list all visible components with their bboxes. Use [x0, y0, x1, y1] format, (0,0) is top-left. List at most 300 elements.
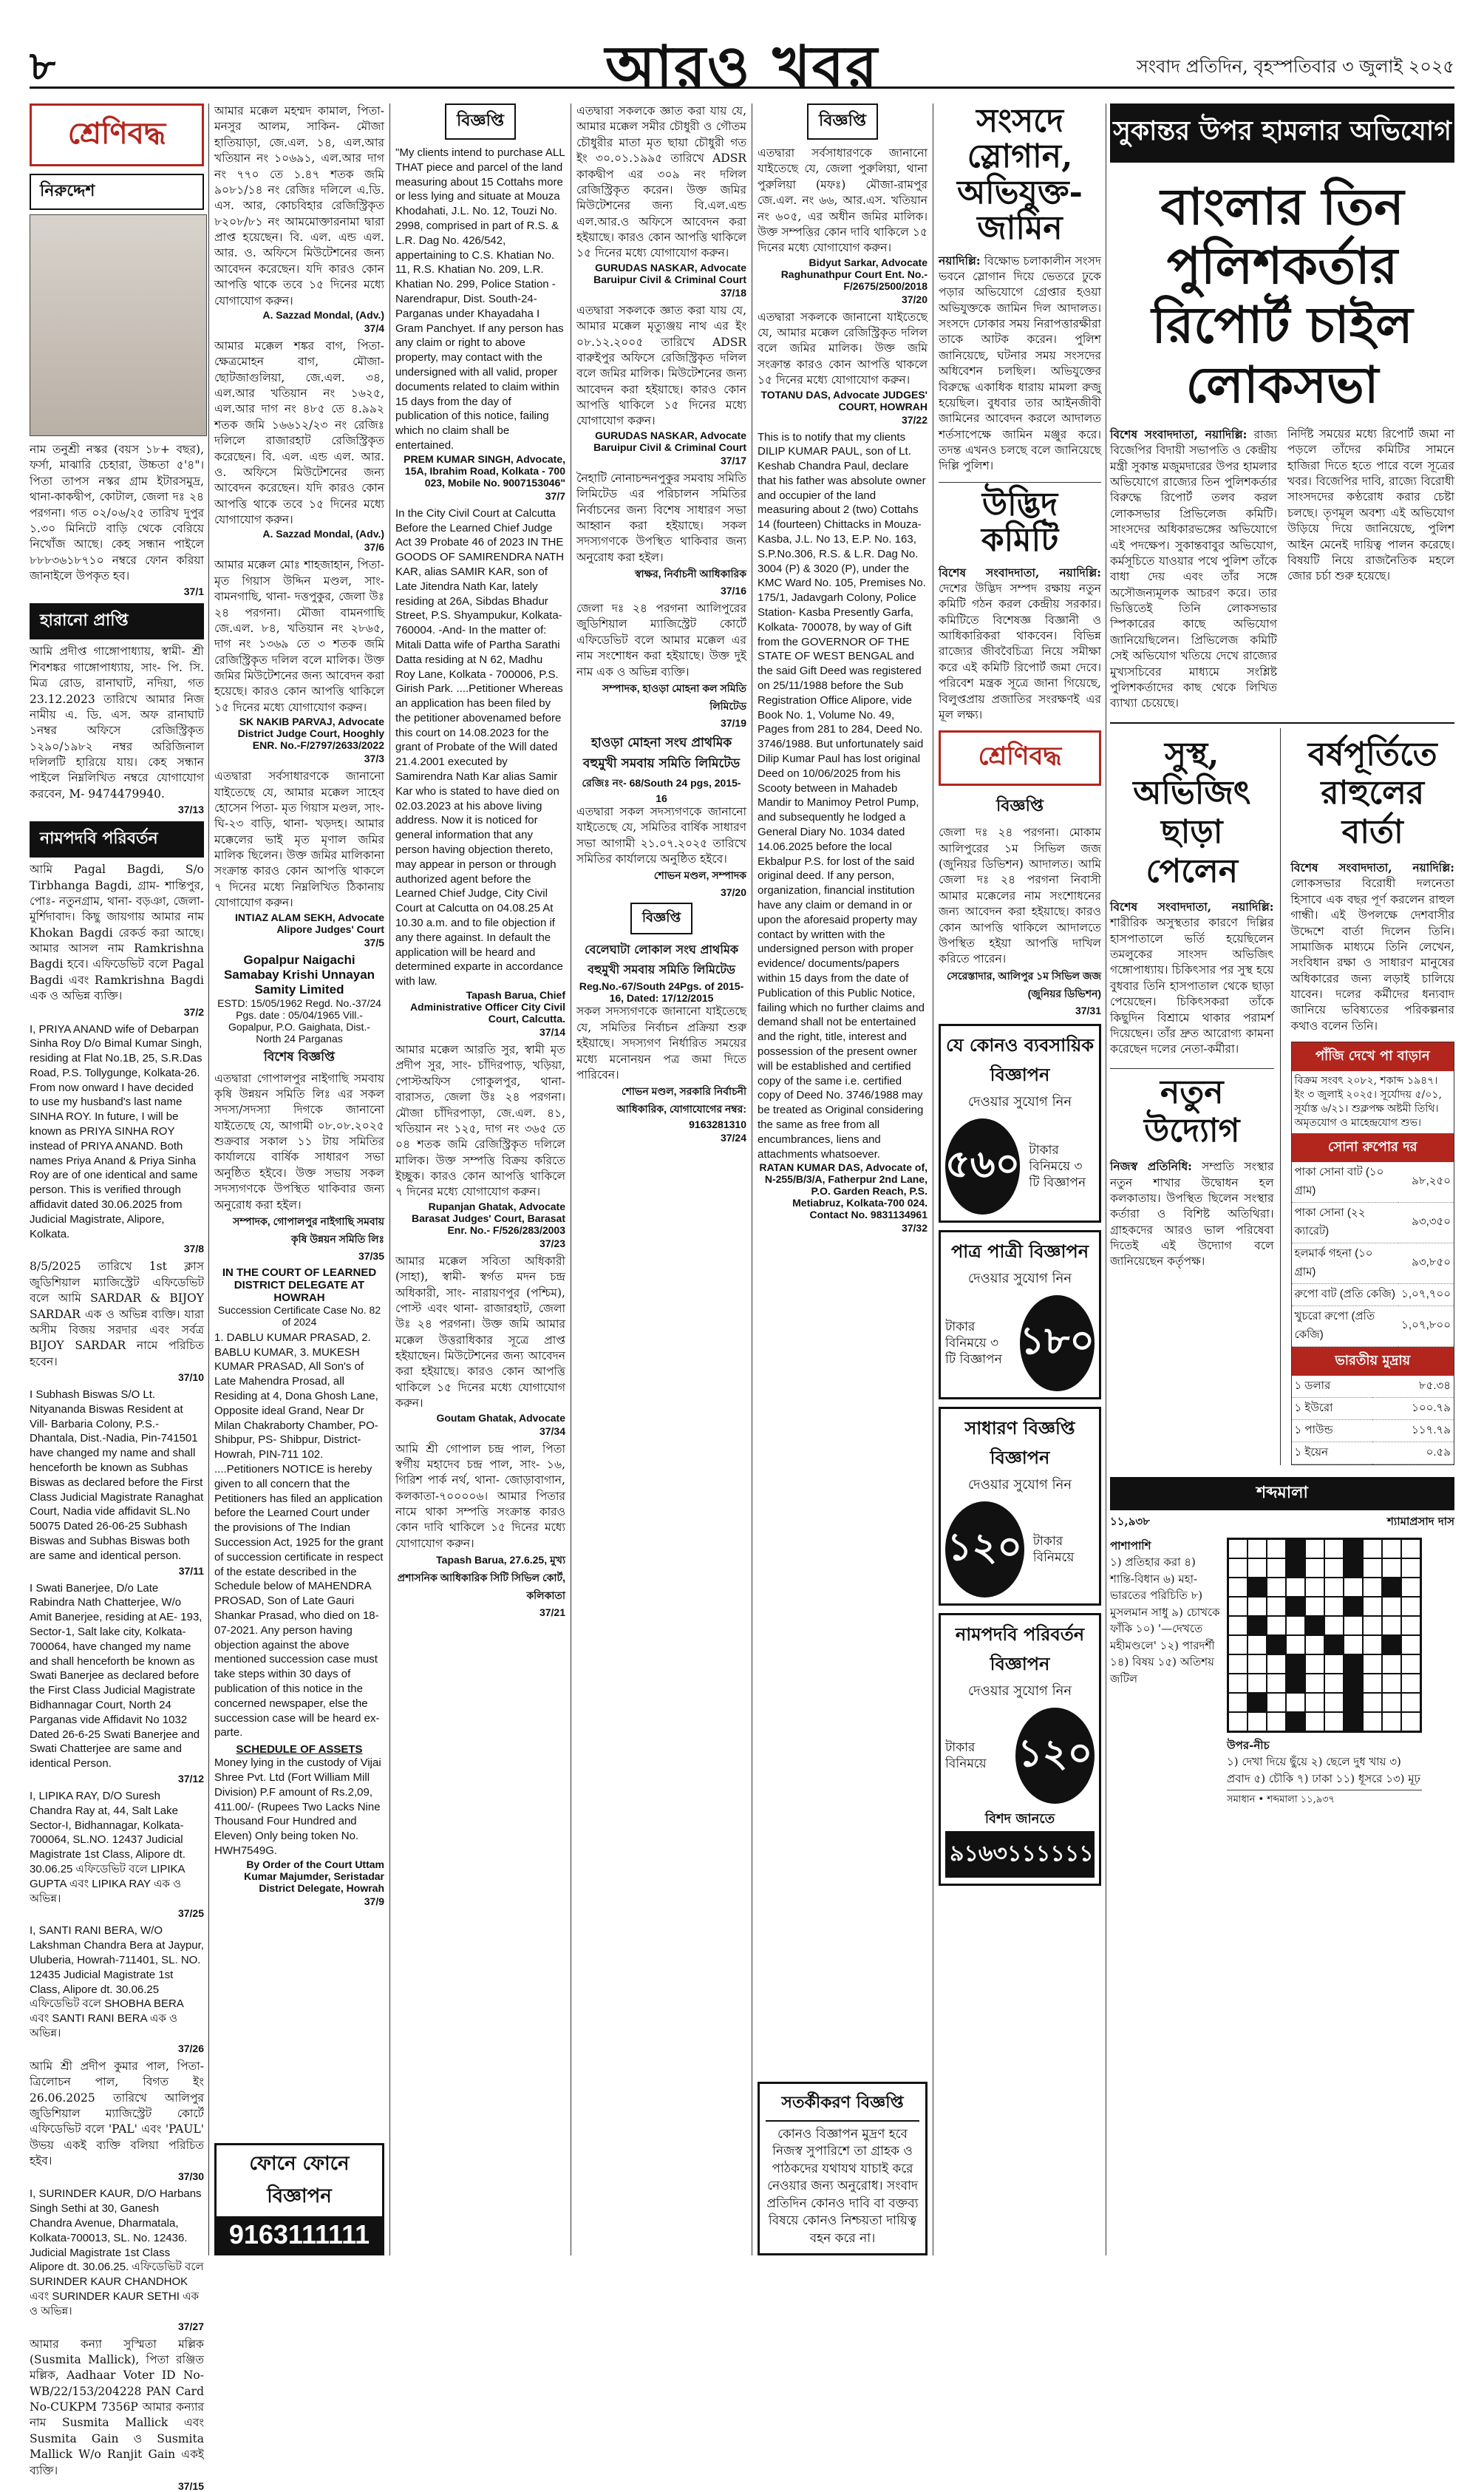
notice-text: আমার মক্কেল মহম্মদ কামাল, পিতা- মনসুর আলম, সাকিন- মৌজা হাতিয়াড়া, জে.এল. ১৪, এল.আর খতিয়ান নং ১০৬৯১, এল.আর দাগ নং ৭৭০ তে ১.৪৭ শতক জমি ৯০৮১/১৪ নং রেজিঃ দলিলে এ.ডি. এস. আর, কোচবিহার রেজিস্ট্রিকৃত ৮২০৮/৮১ নং আমমোক্তারনামা দ্বারা প্রাপ্ত হয়েছেন। বি. এল. এন্ড এল. আর. ও. অফিসে মিউটেশনের জন্য আবেদন করেছেন। যদি কারও কোন আপত্তি থাকে তবে ১৫ দিনের মধ্যে যোগাযোগ করুন।	[214, 104, 384, 308]
crossword-cell[interactable]	[1228, 1597, 1248, 1616]
ad-price: ৫৬০	[945, 1118, 1020, 1215]
crossword-cell	[1344, 1712, 1363, 1731]
crossword-cell[interactable]	[1324, 1539, 1344, 1558]
notice-ref: 37/31	[1075, 1004, 1101, 1016]
story-headline: উদ্ভিদ কমিটি	[939, 482, 1101, 559]
notice-ref: 37/9	[364, 1895, 384, 1907]
notice-ref: 37/13	[177, 804, 204, 816]
rate-value: ১১৭.৭৯	[1372, 1419, 1454, 1442]
notice-text: আমি শ্রী প্রদীপ কুমার পাল, পিতা- ত্রিলোচন পাল, বিগত ইং 26.06.2025 তারিখে আলিপুর জুডিশিয়াল ম্যাজিস্ট্রেট কোর্টে এফিডেভিট বলে 'PAL' এবং 'PAUL' উভয় একই ব্যক্তি বলিয়া পরিচিত হইব।	[30, 2059, 204, 2167]
crossword-cell[interactable]	[1401, 1578, 1420, 1597]
panji-text: বিক্রম সংবৎ ২০৮২, শকাব্দ ১৯৪৭। ইং ৩ জুলাই ২০২৫। সূর্যোদয় ৫/০১, সূর্যাস্ত ৬/২১। শুক্লপক্ষ অষ্টমী তিথি। অমৃতযোগ ও মাহেন্দ্রযোগ শুভ।	[1294, 1075, 1442, 1129]
crossword-cell[interactable]	[1248, 1654, 1267, 1674]
story-dateline: বিশেষ সংবাদদাতা, নয়াদিল্লি:	[1290, 860, 1454, 875]
crossword-cell[interactable]	[1382, 1597, 1401, 1616]
rate-label: হলমার্ক গহনা (১০ গ্রাম)	[1292, 1243, 1399, 1283]
crossword-cell[interactable]	[1267, 1674, 1286, 1693]
rate-value: ৯৩,৩৫০	[1398, 1202, 1454, 1243]
namechange-text: আমি Pagal Bagdi, S/o Tirbhanga Bagdi, গ্রাম- শান্তিপুর, পোঃ- নতুনগ্রাম, থানা- বড়ঞা, জেলা- মুর্শিদাবাদ। কিছু জায়গায় আমার নাম Khokan Bagdi রেকর্ড করা আছে। আমার আসল নাম Ramkrishna Bagdi হবে। এফিডেভিট বলে Pagal Bagdi এবং Ramkrishna Bagdi এক ও অভিন্ন ব্যক্তি।	[30, 863, 204, 1003]
crossword-cell[interactable]	[1401, 1635, 1420, 1654]
news-ads-column	[939, 103, 1101, 2255]
schedule-title: SCHEDULE OF ASSETS	[236, 1743, 363, 1756]
notice-ref: 37/10	[177, 1371, 204, 1384]
crossword-cell	[1286, 1539, 1305, 1558]
story-dateline: বিশেষ সংবাদদাতা, নয়াদিল্লি:	[939, 565, 1101, 580]
schedule-text: Money lying in the custody of Vijai Shree Pvt. Ltd (Fort William Mill Division) P.F amount of Rs.2,09, 411.00/- (Rupees Two Lacks Nine Thousand Four Hundred and Eleven) Only being token No. HWH7549G.	[214, 1756, 381, 1857]
crossword-cell[interactable]	[1286, 1616, 1305, 1635]
missing-heading: নিরুদ্দেশ	[30, 174, 204, 210]
crossword-cell[interactable]	[1344, 1616, 1363, 1635]
panji-heading: পাঁজি দেখে পা বাড়ান	[1292, 1042, 1454, 1071]
notice-text: জেলা দঃ ২৪ পরগনা। মোকাম আলিপুরের ১ম সিভিল জজ (জুনিয়র ডিভিশন) আদালত। আমি জেলা দঃ ২৪ পরগনা নিবাসী আমার মক্কেলের নাম সংশোধনের জন্য আবেদন করা হইয়াছে। কারও কোন আপত্তি থাকিলে আদালতে উপস্থিত হইয়া আপত্তি দাখিল করিতে পারেন।	[939, 826, 1101, 966]
crossword-cell[interactable]	[1401, 1616, 1420, 1635]
name-change-heading: নামপদবি পরিবর্তন	[30, 821, 204, 858]
crossword-cell[interactable]	[1324, 1712, 1344, 1731]
ad-phone-label: বিশদ জানতে	[984, 1810, 1055, 1827]
notice-ref: 37/34	[539, 1425, 565, 1437]
notice-signature: শোভন মণ্ডল, সরকারি নির্বাচনী আধিকারিক, যোগাযোগের নম্বর: 9163281310	[616, 1085, 746, 1131]
story-text: শারীরিক অসুস্থতার কারণে দিল্লির হাসপাতালে ভর্তি হয়েছিলেন তমলুকের সাংসদ অভিজিৎ গঙ্গোপাধ্যায়। চিকিৎসার পর সুস্থ হয়ে বুধবার তিনি হাসপাতাল থেকে ছাড়া পেয়েছেন। চিকিৎসকরা তাঁকে কিছুদিন বিশ্রামে থাকার পরামর্শ দিয়েছেন। তাঁর দ্রুত আরোগ্য কামনা করেছেন দলের নেতা-কর্মীরা।	[1110, 916, 1274, 1056]
missing-person-photo	[30, 214, 207, 436]
notice-ref: 37/27	[177, 2320, 204, 2332]
crossword-cell[interactable]	[1248, 1558, 1267, 1578]
ad-sub: দেওয়ার সুযোগ নিন	[967, 1270, 1072, 1286]
crossword-cell[interactable]	[1324, 1693, 1344, 1712]
notice-ref: 37/12	[177, 1773, 204, 1785]
english-notice: "My clients intend to purchase ALL THAT piece and parcel of the land measuring about 15 Cottahs more or less lying and situate at Mouza Khodahati, J.L. No. 12, Touzi No. 2998, comprised in part of R.S. & L.R. Dag No. 426/542, appertaining to C.S. Khatian No. 11, R.S. Khatian No. 209, L.R. Khatian No. 299, Police Station - Narendrapur, Dist. South-24-Parganas under Khayadaha I Gram Panchyet. If any person has any claim or right to above property, may contact with the undersigned with all valid, proper documents related to claim within 15 days from the day of publication of this notice, failing which no claim shall be entertained.	[395, 146, 565, 452]
notices-column-5	[758, 103, 928, 2255]
notice-ref: 37/14	[539, 1026, 565, 1039]
caution-title: সতর্কীকরণ বিজ্ঞপ্তি	[766, 2090, 919, 2122]
notice-text: জেলা দঃ ২৪ পরগনা আলিপুরের জুডিশিয়াল ম্যাজিস্ট্রেট কোর্টে এফিডেভিট বলে আমার মক্কেল এর নাম সংশোধন করা হইয়াছে। উক্ত দুই নাম এক ও অভিন্ন ব্যক্তি।	[576, 602, 746, 679]
phone-ad	[214, 2143, 384, 2255]
notice-signature: INTIAZ ALAM SEKH, Advocate Alipore Judges' Court	[235, 911, 384, 935]
crossword-cell[interactable]	[1305, 1578, 1324, 1597]
crossword-cell[interactable]	[1228, 1558, 1248, 1578]
crossword-cell[interactable]	[1228, 1693, 1248, 1712]
notice-text: এতদ্বারা সকলকে জ্ঞাত করা যায় যে, আমার মক্কেল মৃত্যুঞ্জয় নাথ এর ইং ০৮.১২.২০০৫ তারিখে ADSR বারুইপুর অফিসে রেজিস্ট্রিকৃত দলিল বলে জমির মালিক। মিউটেশনের জন্য আবেদন করা হইয়াছে। কারও কোন আপত্তি থাকিলে ১৫ দিনের মধ্যে যোগাযোগ করুন।	[576, 303, 746, 428]
crossword-cell	[1324, 1635, 1344, 1654]
crossword-cell[interactable]	[1305, 1674, 1324, 1693]
english-notice: I, SANTI RANI BERA, W/O Lakshman Chandra Bera at Jaypur, Uluberia, Howrah-711401, SL. NO. 12435 Judicial Magistrate 1st Class, Alipore dt. 30.06.25 এফিডেভিট বলে SHOBHA BERA এবং SANTI RANI BERA এক ও অভিন্ন।	[30, 1924, 204, 2040]
ad-price: ১২০	[1015, 1708, 1095, 1804]
notice-text: এতদ্বারা সর্বসাধারণকে জানানো যাইতেছে যে, আমার মক্কেল সাহেব হোসেন পিতা- মৃত গিয়াস মণ্ডল, সাং- ঘি-২৩ বাড়ি, থানা- খড়দহ। আমার মক্কেলের ভাই মৃত মৃণাল জমির মালিক ছিলেন। উক্ত জমির মালিকানা সংক্রান্ত কারও কোন আপত্তি থাকলে ৭ দিনের মধ্যে নিম্নলিখিত ঠিকানায় যোগাযোগ করুন।	[214, 770, 384, 910]
notice-ref: 37/2	[183, 1005, 204, 1018]
crossword-cell[interactable]	[1267, 1693, 1286, 1712]
notice-signature: সম্পাদক, হাওড়া মোহনা কল সমিতি লিমিটেড	[602, 682, 746, 712]
notice-text: আমার মক্কেল সবিতা অধিকারী (সাহা), স্বামী- স্বর্গত মদন চন্দ্র অধিকারী, সাং- নারায়ণপুর (পশ্চিম), পোস্ট এবং থানা- রাজারহাট, জেলা উঃ ২৪ পরগনা। উক্ত জমি আমার মক্কেল উত্তরাধিকার সূত্রে প্রাপ্ত হইয়াছেন। মিউটেশনের জন্য আবেদন করা হইয়াছে। কারও কোন আপত্তি থাকিলে ১৫ দিনের মধ্যে যোগাযোগ করুন।	[395, 1254, 565, 1410]
crossword-cell[interactable]	[1305, 1558, 1324, 1578]
crossword-cell[interactable]	[1363, 1674, 1382, 1693]
rate-label: ১ ডলার	[1292, 1376, 1372, 1398]
rate-label: ১ ইয়েন	[1292, 1442, 1372, 1464]
ad-note: টাকার বিনিময়ে ৩ টি বিজ্ঞাপন	[945, 1319, 1002, 1367]
rate-row	[1292, 1243, 1454, 1283]
story-dateline: বিশেষ সংবাদদাতা, নয়াদিল্লি:	[1110, 427, 1248, 441]
crossword-cell[interactable]	[1382, 1712, 1401, 1731]
notice-text: আমি শ্রী গোপাল চন্দ্র পাল, পিতা স্বর্গীয় মহাদেব চন্দ্র পাল, সাং- ১৬, গিরিশ পার্ক নর্থ, থানা- জোড়াবাগান, কলকাতা-৭০০০০৬। আমার পিতার নামে থাকা সম্পত্তি সংক্রান্ত কারও কোন দাবি থাকিলে ১৫ দিনের মধ্যে যোগাযোগ করুন।	[395, 1442, 565, 1550]
notice-ref: 37/3	[364, 753, 384, 765]
crossword-cell[interactable]	[1363, 1539, 1382, 1558]
classified-column	[30, 103, 204, 2492]
court-text: 1. DABLU KUMAR PRASAD, 2. BABLU KUMAR, 3. MUKESH KUMAR PRASAD, All Son's of Late Mahendra Prosad, all Residing at 4, Dona Ghosh Lane, Opposite ideal Grand, Near Dr Milan Chakraborty Chamber, PO- Shibpur, PS- Shibpur, District-Howrah, PIN-711 102. ....Petitioners NOTICE is hereby given to all concern that the Petitioners has filed an application before the Learned Court under the provisions of The Indian Succession Act, 1925 for the grant of succession certificate in respect of the estate described in the Schedule below of MAHENDRA PROSAD, Son of Late Gauri Shankar Prasad, who died on 18-07-2021. Any person having objection against the above mentioned succession case must take steps within 30 days of publication of this notice in the concerned newspaper, else the succession case will be heard ex-parte.	[214, 1331, 384, 1739]
column-rule	[208, 103, 209, 2255]
rate-value: ১,০৭,৮০০	[1398, 1306, 1454, 1346]
story-dateline: বিশেষ সংবাদদাতা, নয়াদিল্লি:	[1110, 899, 1274, 914]
secondary-stories	[1110, 722, 1454, 1465]
masthead	[30, 22, 1454, 101]
crossword-cell	[1344, 1654, 1363, 1674]
rate-value: ৮৫.৩৪	[1372, 1376, 1454, 1398]
english-notice: I, LIPIKA RAY, D/O Suresh Chandra Ray at, 44, Salt Lake Sector-I, Bidhannagar, Kolkata-700064, SL.NO. 12437 Judicial Magistrate 1st Class, Alipore dt. 30.06.25 এফিডেভিট বলে LIPIKA GUPTA এবং LIPIKA RAY এক ও অভিন্ন।	[30, 1790, 186, 1905]
previous-solution: সমাধান • শব্দমালা ১১,৯৩৭	[1227, 1790, 1422, 1807]
missing-text: নাম তনুশ্রী নস্কর (বয়স ১৮+ বছর), ফর্সা, মাঝারি চেহারা, উচ্চতা ৫'৪"। পিতা তাপস নস্কর গ্রাম ইটারসমুদ্র, থানা-কাকদ্বীপ, কোটাল, জেলা দঃ ২৪ পরগনা। গত ০২/০৬/২৫ তারিখ দুপুর ১.৩০ মিনিটে বাড়ি থেকে বেরিয়ে নিখোঁজ আছে। কেহ সন্ধান পাইলে ৮৮৮৩৬১৮৭১০ নম্বরে ফোন করিয়া জানাইলে উপকৃত হব।	[30, 443, 204, 583]
crossword-cell[interactable]	[1267, 1712, 1286, 1731]
rate-value: ৯৮,২৫০	[1398, 1162, 1454, 1203]
crossword-cell	[1344, 1597, 1363, 1616]
lead-headline: বাংলার তিন পুলিশকর্তার রিপোর্ট চাইল লোকসভা	[1151, 177, 1413, 415]
crossword-cell[interactable]	[1267, 1539, 1286, 1558]
notice-ref: 37/22	[901, 413, 928, 426]
crossword-cell[interactable]	[1267, 1654, 1286, 1674]
crossword-cell[interactable]	[1344, 1635, 1363, 1654]
ad-note: টাকার বিনিময়ে	[1032, 1533, 1075, 1565]
crossword-cell[interactable]	[1305, 1597, 1324, 1616]
society-sub: ESTD: 15/05/1962 Regd. No.-37/24 Pgs. date : 05/04/1965 Vill.-Gopalpur, P.O. Gaighata, Dist.- North 24 Parganas	[217, 997, 381, 1045]
crossword-cell[interactable]	[1228, 1616, 1248, 1635]
crossword-heading: শব্দমালা	[1110, 1477, 1454, 1510]
court-title: IN THE COURT OF LEARNED DISTRICT DELEGATE AT HOWRAH	[222, 1266, 377, 1304]
lead-banner: সুকান্তর উপর হামলার অভিযোগ	[1110, 103, 1454, 163]
notice-ref: 37/26	[177, 2042, 204, 2054]
section-title: আরও খবর	[605, 33, 879, 101]
notice-signature: Rupanjan Ghatak, Advocate Barasat Judges' Court, Barasat Enr. No.- F/526/283/2003	[412, 1200, 565, 1236]
crossword-cell[interactable]	[1324, 1654, 1344, 1674]
crossword-cell	[1382, 1635, 1401, 1654]
crossword-cell	[1344, 1674, 1363, 1693]
crossword-cell[interactable]	[1305, 1635, 1324, 1654]
rate-row	[1292, 1306, 1454, 1346]
notice-text: 8/5/2025 তারিখে 1st ক্লাস জুডিশিয়াল ম্যাজিস্ট্রেট এফিডেভিট বলে আমি SARDAR & BIJOY SARDAR এক ও অভিন্ন ব্যক্তি। যারা অসীম বিজয় সরদার এবং সর্বত্র BIJOY SARDAR নামে পরিচিত হবেন।	[30, 1260, 204, 1368]
notice-header: বিজ্ঞপ্তি	[807, 103, 878, 140]
crossword-cell	[1248, 1616, 1267, 1635]
rate-row	[1292, 1283, 1454, 1306]
rate-label: ১ ইউরো	[1292, 1397, 1372, 1419]
crossword-cell[interactable]	[1324, 1578, 1344, 1597]
crossword-cell[interactable]	[1363, 1693, 1382, 1712]
crossword-cell[interactable]	[1286, 1635, 1305, 1654]
general-notice-ad-box	[939, 1407, 1101, 1606]
crossword-cell	[1286, 1712, 1305, 1731]
story-headline: সংসদে স্লোগান, অভিযুক্ত-জামিন	[957, 102, 1083, 248]
caution-box	[758, 2082, 928, 2255]
crossword-cell[interactable]	[1401, 1597, 1420, 1616]
rate-value: ৯৩,৮৫০	[1398, 1243, 1454, 1283]
crossword-cell[interactable]	[1305, 1712, 1324, 1731]
right-news-section	[1110, 103, 1454, 1807]
story-dateline: নিজস্ব প্রতিনিধি:	[1110, 1159, 1192, 1174]
story-text: বিক্ষোভ চলাকালীন সংসদ ভবনে স্লোগান দিয়ে ভেতরে ঢুকে পড়ার অভিযোগে গ্রেপ্তার হওয়া অভিযুক্তকে জামিন দিল আদালত। সংসদে ঢোকার সময় নিরাপত্তারক্ষীরা তাকে আটক করেন। পুলিশ জানিয়েছে, ঘটনার সময় সংসদের অধিবেশন চলছিল। অভিযুক্তের বিরুদ্ধে একাধিক ধারায় মামলা রুজু হয়েছিল। বুধবার তার আইনজীবী জামিনের আবেদন করলে আদালত শর্তসাপেক্ষে জামিন মঞ্জুর করে। তদন্ত এখনও চলছে বলে জানিয়েছে দিল্লি পুলিশ।	[939, 254, 1101, 473]
crossword-cell[interactable]	[1248, 1635, 1267, 1654]
notice-ref: 37/24	[720, 1132, 746, 1144]
classified-heading: শ্রেণিবদ্ধ	[30, 103, 204, 166]
across-title: পাশাপাশি	[1110, 1538, 1151, 1552]
currency-heading: ভারতীয় মুদ্রায়	[1292, 1347, 1454, 1376]
story-headline: নতুন উদ্যোগ	[1110, 1068, 1274, 1152]
rate-label: পাকা সোনা (২২ ক্যারেট)	[1292, 1202, 1399, 1243]
crossword-cell[interactable]	[1248, 1712, 1267, 1731]
notices-column-2	[214, 103, 384, 2255]
notice-signature: GURUDAS NASKAR, Advocate Baruipur Civil & Criminal Court	[593, 429, 746, 453]
crossword-cell[interactable]	[1363, 1712, 1382, 1731]
ad-sub: দেওয়ার সুযোগ নিন	[967, 1476, 1072, 1493]
crossword-cell[interactable]	[1363, 1597, 1382, 1616]
crossword-cell[interactable]	[1363, 1616, 1382, 1635]
ad-price: ১৮০	[1020, 1295, 1095, 1391]
ad-note: টাকার বিনিময়ে	[945, 1739, 987, 1771]
crossword-cell[interactable]	[1228, 1654, 1248, 1674]
currency-rate-table	[1292, 1376, 1454, 1464]
notice-signature: Bidyut Sarkar, Advocate Raghunathpur Court Ent. No.- F/2675/2500/2018	[780, 256, 928, 292]
notice-text: নৈহাটি নোনাচন্দনপুকুর সমবায় সমিতি লিমিটেড এর পরিচালন সমিতির নির্বাচনের জন্য বিশেষ সাধারণ সভা আহ্বান করা হইয়াছে। সকল সদস্যগণকে উপস্থিত থাকিবার জন্য অনুরোধ করা হইল।	[576, 471, 746, 564]
notice-text: সকল সদস্যগণকে জানানো যাইতেছে যে, সমিতির নির্বাচন প্রক্রিয়া শুরু হইয়াছে। সদস্যগণ নির্ধারিত সময়ের মধ্যে মনোনয়ন পত্র জমা দিতে পারিবেন।	[576, 1005, 746, 1082]
crossword-cell	[1286, 1597, 1305, 1616]
crossword-cell[interactable]	[1267, 1597, 1286, 1616]
crossword-cell[interactable]	[1401, 1539, 1420, 1558]
crossword-cell[interactable]	[1382, 1674, 1401, 1693]
crossword-cell	[1344, 1558, 1363, 1578]
ad-note: টাকার বিনিময়ে ৩ টি বিজ্ঞাপন	[1029, 1142, 1086, 1190]
notice-signature: RATAN KUMAR DAS, Advocate of, N-255/B/3/A, Fatherpur 2nd Lane, P.O. Garden Reach, P.S. Metiabruz, Kolkata-700 024. Contact No. 9831134961	[759, 1161, 928, 1221]
crossword-cell[interactable]	[1324, 1597, 1344, 1616]
crossword-cell[interactable]	[1382, 1558, 1401, 1578]
phone-ad-title: ফোনে ফোনে বিজ্ঞাপন	[249, 2153, 350, 2207]
notice-text: এতদ্বারা সকলকে জ্ঞাত করা যায় যে, আমার মক্কেল সমীর চৌধুরী ও গৌতম চৌধুরীর মাতা মৃত ছায়া চৌধুরী গত ইং ৩০.০১.১৯৯৫ তারিখে ADSR কাকদ্বীপ এর ৩০৯ নং দলিল রেজিস্ট্রিকৃত করেন। উক্ত জমির মিউটেশনের জন্য বি.এল.এন্ড এল.আর.ও অফিসে আবেদন করা হইয়াছে। কারও কোন আপত্তি থাকিলে ১৫ দিনের মধ্যে যোগাযোগ করুন।	[576, 104, 746, 260]
notice-ref: 37/30	[177, 2170, 204, 2183]
crossword-cell[interactable]	[1382, 1539, 1401, 1558]
notice-ref: 37/5	[364, 936, 384, 948]
crossword-cell	[1286, 1674, 1305, 1693]
crossword-cell[interactable]	[1305, 1539, 1324, 1558]
crossword-cell[interactable]	[1248, 1597, 1267, 1616]
phone-ad-number: 9163111111	[217, 2216, 382, 2253]
crossword-cell[interactable]	[1248, 1674, 1267, 1693]
notice-ref: 37/32	[901, 1222, 928, 1235]
crossword-cell[interactable]	[1305, 1654, 1324, 1674]
notice-signature: সেরেস্তাদার, আলিপুর ১ম সিভিল জজ (জুনিয়র ডিভিশন)	[947, 969, 1101, 999]
ad-title: নামপদবি পরিবর্তন বিজ্ঞাপন	[955, 1623, 1085, 1674]
notice-text: আমার মক্কেল মোঃ শাহজাহান, পিতা- মৃত গিয়াস উদ্দিন মণ্ডল, সাং- বামনগাছি, থানা- দত্তপুকুর, জেলা উঃ ২৪ পরগনা। মৌজা বামনগাছি জে.এল. ৮৪, খতিয়ান নং ২৮৬৫, দাগ নং ১৩৬৯ তে ৩ শতক জমি রেজিস্ট্রিকৃত দলিল বলে মালিক। উক্ত জমির মিউটেশনের জন্য আবেদন করা হয়েছে। কারও কোন আপত্তি থাকিলে ১৫ দিনের মধ্যে যোগাযোগ করুন।	[214, 558, 384, 714]
notice-signature: স্বাক্ষর, নির্বাচনী আধিকারিক	[635, 568, 746, 580]
notice-ref: 37/19	[720, 716, 746, 729]
crossword-cell[interactable]	[1363, 1558, 1382, 1578]
notice-ref: 37/20	[720, 886, 746, 899]
crossword-cell[interactable]	[1401, 1654, 1420, 1674]
notice-text: এতদ্বারা সর্বসাধারণকে জানানো যাইতেছে যে, জেলা পুরুলিয়া, থানা পুরুলিয়া (মফঃ) মৌজা-রামপুর জে.এল. নং ৬৬, আর.এস. খতিয়ান নং ৬০৫, এর অধীন জমির মালিক। উক্ত সম্পত্তির কোন দাবি থাকিলে ১৫ দিনের মধ্যে যোগাযোগ করুন।	[758, 146, 928, 255]
court-sub: Succession Certificate Case No. 82 of 2024	[217, 1303, 381, 1328]
notice-header: বিজ্ঞপ্তি	[996, 796, 1044, 816]
matrimonial-ad-box	[939, 1230, 1101, 1399]
story-dateline: নয়াদিল্লি:	[939, 253, 981, 268]
notice-text: আমার মক্কেল আরতি সুর, স্বামী মৃত প্রদীপ সুর, সাং- চাঁদিরপাড়, খড়িয়া, পোস্টঅফিস গোকুলপুর, থানা- বারাসত, জেলা উঃ ২৪ পরগনা। মৌজা চাঁদিরপাড়া, জে.এল. ৪১, খতিয়ান নং ১২৫, দাগ নং ৩৬৫ তে ০৪ শতক জমি রেজিস্ট্রিকৃত দলিলে মালিক। উক্ত সম্পত্তি বিক্রয় করিতে ইচ্ছুক। কারও কোন আপত্তি থাকিলে ৭ দিনের মধ্যে যোগাযোগ করুন।	[395, 1043, 565, 1199]
ad-sub: দেওয়ার সুযোগ নিন	[967, 1093, 1072, 1110]
rate-label: রুপো বাট (প্রতি কেজি)	[1292, 1283, 1399, 1306]
crossword-cell[interactable]	[1363, 1635, 1382, 1654]
rate-label: পাকা সোনা বাট (১০ গ্রাম)	[1292, 1162, 1399, 1203]
notice-ref: 37/8	[183, 1243, 204, 1255]
rate-value: ১,০৭,৭০০	[1398, 1283, 1454, 1306]
notice-ref: 37/18	[720, 286, 746, 299]
notice-ref: 37/11	[178, 1564, 204, 1577]
crossword-cell	[1267, 1635, 1286, 1654]
crossword-cell[interactable]	[1363, 1654, 1382, 1674]
crossword-author: শ্যামাপ্রসাদ দাস	[1387, 1514, 1454, 1528]
panji-box	[1291, 1042, 1455, 1465]
crossword	[1110, 1538, 1454, 1807]
notice-ref: 37/20	[901, 293, 928, 305]
notice-ref: 37/1	[183, 585, 204, 598]
notice-header: বিজ্ঞপ্তি	[630, 903, 692, 934]
notice-signature: Goutam Ghatak, Advocate	[436, 1411, 565, 1424]
crossword-meta	[1110, 1513, 1454, 1532]
across-clues: ১) প্রতিহার করা ৪) শান্তি-বিধান ৬) মহা-ভারতের পরিচিতি ৮) মুসলমান সাধু ৯) চোখকে ফাঁকি ১০) '—দেখতে মহীমণ্ডলে' ১২) পারদর্শী ১৪) বিষয় ১৫) অতিশয় জটিল	[1110, 1555, 1220, 1685]
crossword-cell[interactable]	[1267, 1616, 1286, 1635]
notice-header: বিজ্ঞপ্তি	[445, 103, 516, 140]
crossword-cell	[1248, 1693, 1267, 1712]
crossword-cell[interactable]	[1248, 1539, 1267, 1558]
society-text: এতদ্বারা গোপালপুর নাইগাছি সমবায় কৃষি উন্নয়ন সমিতি লিঃ এর সকল সদস্য/সদস্যা দিগকে জানানো যাইতেছে যে, আগামী ০৮.০৮.২০২৫ শুক্রবার সকাল ১১ টায় সমিতির কার্যালয়ে বার্ষিক সাধারণ সভা অনুষ্ঠিত হইবে। উক্ত সভায় সকল সদস্যগণকে উপস্থিত থাকিবার জন্য অনুরোধ করা হইল।	[214, 1071, 384, 1212]
crossword-cell	[1344, 1693, 1363, 1712]
rate-row	[1292, 1397, 1454, 1419]
crossword-cell[interactable]	[1267, 1578, 1286, 1597]
crossword-cell	[1286, 1654, 1305, 1674]
crossword-cell[interactable]	[1324, 1616, 1344, 1635]
page-number: ৮	[30, 42, 56, 89]
caution-text: কোনও বিজ্ঞাপন মুদ্রণ হবে নিজস্ব সুপারিশে তা গ্রাহক ও পাঠকদের যথাযথ যাচাই করে নেওয়ার জন্য অনুরোধ। সংবাদ প্রতিদিন কোনও দাবি বা বক্তব্য বিষয়ে কোনও নিশ্চয়তা দায়িত্ব বহন করে না।	[766, 2126, 919, 2246]
notice-ref: 37/6	[364, 541, 384, 554]
crossword-cell[interactable]	[1382, 1616, 1401, 1635]
crossword-grid[interactable]	[1227, 1538, 1422, 1733]
notice-ref: 37/21	[539, 1606, 565, 1619]
notice-ref: 37/4	[364, 322, 384, 334]
story-headline: বর্ষপূর্তিতে রাহুলের বার্তা	[1307, 735, 1437, 852]
crossword-cell[interactable]	[1401, 1674, 1420, 1693]
crossword-cell[interactable]	[1228, 1578, 1248, 1597]
notice-reg: Reg.No.-67/South 24Pgs. of 2015-16, Dated: 17/12/2015	[579, 980, 744, 1005]
column-rule	[389, 103, 390, 2255]
crossword-cell[interactable]	[1382, 1693, 1401, 1712]
lost-text: আমি প্রদীপ্ত গাঙ্গোপাধ্যায়, স্বামী- শ্রী শিবশঙ্কর গাঙ্গোপাধ্যায়, সাং- পি. সি. মিত্র রোড, রানাঘাট, নদিয়া, গত 23.12.2023 তারিখে আমার নিজ নামীয় এ. ডি. এস. অফ রানাঘাট ১নম্বর অফিসে রেজিস্ট্রিকৃত ১২৯০/১৯৮২ নম্বর অরিজিনাল দলিলটি হারিয়ে যায়। কেহ সন্ধান পাইলে নিম্নলিখিত নম্বরে যোগাযোগ করবেন, M- 9474479940.	[30, 645, 204, 801]
society-signature: শোভন মণ্ডল, সম্পাদক	[653, 869, 746, 882]
notice-signature: PREM KUMAR SINGH, Advocate, 15A, Ibrahim Road, Kolkata - 700 023, Mobile No. 9007153046"	[404, 452, 565, 489]
notice-subtitle: বেলেঘাটা লোকাল সংঘ প্রাথমিক বহুমুখী সমবায় সমিতি লিমিটেড	[584, 943, 739, 977]
crossword-cell[interactable]	[1305, 1693, 1324, 1712]
story-text: দেশের উদ্ভিদ সম্পদ রক্ষায় নতুন কমিটি গঠন করল কেন্দ্রীয় সরকার। কমিটিতে বিশেষজ্ঞ বিজ্ঞানী ও আধিকারিকরা থাকবেন। বিভিন্ন রাজ্যের জীববৈচিত্র্য নিয়ে সমীক্ষা করে এই কমিটি রিপোর্ট জমা দেবে। পরিবেশ মন্ত্রক সূত্রে জানা গিয়েছে, বিলুপ্তপ্রায় প্রজাতির সংরক্ষণই এর মূল লক্ষ্য।	[939, 581, 1101, 722]
english-notice: I, PRIYA ANAND wife of Debarpan Sinha Roy D/o Bimal Kumar Singh, residing at Flat No.1B, 25, S.R.Das Road, P.S. Tollygunge, Kolkata-26. From now onward I have decided to use my husband's last name SINHA ROY. In future, I will be known as PRIYA SINHA ROY instead of PRIYA ANAND. Both names Priya Anand & Priya Sinha Roy are of one identical and same person. This is verified through affidavit dated 30.06.2025 from Judicial Magistrate, Alipore, Kolkata.	[30, 1022, 202, 1240]
crossword-cell[interactable]	[1324, 1558, 1344, 1578]
crossword-cell[interactable]	[1228, 1674, 1248, 1693]
story-text: সম্প্রতি সংস্থার নতুন শাখার উদ্বোধন হল কলকাতায়। উপস্থিত ছিলেন সংস্থার কর্তারা ও বিশিষ্ট অতিথিরা। গ্রাহকদের আরও ভাল পরিষেবা দিতেই এই উদ্যোগ বলে জানিয়েছেন কর্তৃপক্ষ।	[1110, 1160, 1274, 1269]
notice-text: আমার কন্যা সুস্মিতা মল্লিক (Susmita Mallick), পিতা রঞ্জিত মল্লিক, Aadhaar Voter ID No-WB/22/153/204228 PAN Card No-CUKPM 7356P আমার কন্যার নাম Susmita Mallick এবং Susmita Gain ও Susmita Mallick W/o Ranjit Gain একই ব্যক্তি।	[30, 2337, 204, 2477]
ad-title: যে কোনও ব্যবসায়িক বিজ্ঞাপন	[945, 1033, 1095, 1085]
crossword-cell[interactable]	[1267, 1558, 1286, 1578]
name-change-ad-box	[939, 1613, 1101, 1886]
notices-column-4	[576, 103, 746, 2255]
english-notice: In the City Civil Court at Calcutta Before the Learned Chief Judge Act 39 Probate 46 of 2023 IN THE GOODS OF SAMIRENDRA NATH KAR, alias SAMIR KAR, son of Late Jitendra Nath Kar, lately residing at 26A, Sibdas Bhadur Street, P.S. Shyampukur, Kolkata-760004. -And- In the matter of: Mitali Datta wife of Partha Sarathi Datta residing at N 62, Madhu Roy Lane, Kolkata - 700006, P.S. Girish Park. ....Petitioner Whereas an application has been filed by the petitioner abovenamed before this court on 14.08.2023 for the grant of Probate of the Will dated 21.4.2001 executed by Samirendra Nath Kar alias Samir Kar who is stated to have died on 02.03.2023 at his above living address. Now it is noticed for general information that any person having objection thereto, may appear in person or through authorized agent before the Learned Chief Judge, City Civil Court at Calcutta on 04.08.25 At 10.30 a.m. and to file objection if any there against. In default the application will be heard and determined exparte in accordance with law.	[395, 506, 565, 988]
gold-heading: সোনা রুপোর দর	[1292, 1133, 1454, 1162]
crossword-cell	[1248, 1578, 1267, 1597]
ad-phone: ৯১৬৩১১১১১১	[945, 1831, 1095, 1878]
rate-value: ১০০.৭৯	[1372, 1397, 1454, 1419]
lead-story-body	[1110, 427, 1454, 712]
notice-signature: Tapash Barua, 27.6.25, মুখ্য প্রশাসনিক আধিকারিক সিটি সিভিল কোর্ট, কলিকাতা	[397, 1554, 565, 1602]
society-text: এতদ্বারা সকল সদস্যগণকে জানানো যাইতেছে যে, সমিতির বার্ষিক সাধারণ সভা আগামী ২১.০৭.২০২৫ তারিখে সমিতির কার্যালয়ে অনুষ্ঠিত হইবে।	[576, 804, 746, 866]
crossword-cell[interactable]	[1401, 1693, 1420, 1712]
rate-row	[1292, 1419, 1454, 1442]
notice-signature: A. Sazzad Mondal, (Adv.)	[262, 528, 384, 540]
down-clues: ১) দেখা দিয়ে ছুঁয়ে ২) ছেলে দুধ খায় ৩) প্রবাদ ৫) চৌকি ৭) ঢাকা ১১) ধূসরে ১৩) মূঢ়	[1227, 1755, 1420, 1785]
notice-signature: SK NAKIB PARVAJ, Advocate District Judge Court, Hooghly ENR. No.-F/2797/2633/2022	[237, 716, 384, 752]
notice-ref: 37/23	[539, 1237, 565, 1249]
society-title: হাওড়া মোহনা সংঘ প্রাথমিক বহুমুখী সমবায় সমিতি লিমিটেড	[582, 735, 741, 771]
notice-text: এতদ্বারা সকলকে জানানো যাইতেছে যে, আমার মক্কেল রেজিস্ট্রিকৃত দলিল বলে জমির মালিক। উক্ত জমি সংক্রান্ত কারও কোন আপত্তি থাকলে ১৫ দিনের মধ্যে যোগাযোগ করুন।	[758, 310, 928, 387]
business-ad-box	[939, 1024, 1101, 1223]
english-notice: I, SURINDER KAUR, D/O Harbans Singh Sethi at 30, Ganesh Chandra Avenue, Dharmatala, Kolkata-700013, SL. No. 12436. Judicial Magistrate 1st Class Alipore dt. 30.06.25. এফিডেভিট বলে SURINDER KAUR CHANDHOK এবং SURINDER KAUR SETHI এক ও অভিন্ন।	[30, 2187, 204, 2318]
crossword-cell[interactable]	[1344, 1578, 1363, 1597]
crossword-cell[interactable]	[1228, 1635, 1248, 1654]
crossword-number: ১১,৯৩৮	[1110, 1514, 1150, 1528]
crossword-cell[interactable]	[1401, 1558, 1420, 1578]
story-text: রাজ্য বিজেপির বিদায়ী সভাপতি ও কেন্দ্রীয় মন্ত্রী সুকান্ত মজুমদারের উপর হামলার অভিযোগে রাজ্যের তিন পুলিশকর্তার বিরুদ্ধে রিপোর্ট তলব করল লোকসভার প্রিভিলেজ কমিটি। সাংসদের অধিকারভঙ্গের অভিযোগে এই পদক্ষেপ। সুকান্তবাবুর অভিযোগ, কর্মসূচিতে যাওয়ার পথে পুলিশ তাঁকে বাধা দেয় এবং তাঁর সঙ্গে অসৌজন্যমূলক আচরণ করে। তার ভিত্তিতেই তিনি লোকসভার স্পিকারের কাছে অভিযোগ জানিয়েছিলেন। প্রিভিলেজ কমিটি সেই অভিযোগ খতিয়ে দেখে রাজ্যের মুখ্যসচিবের মাধ্যমে সংশ্লিষ্ট পুলিশকর্তাদের কাছ থেকে লিখিত ব্যাখ্যা চেয়েছে।	[1110, 427, 1277, 710]
english-notice: I Swati Banerjee, D/o Late Rabindra Nath Chatterjee, W/o Amit Banerjee, residing at AE- 193, Sector-1, Salt lake city, Kolkata-700064, have changed my name and shall henceforth be known as Swati Banerjee as declared before the First Class Judicial Magistrate Bidhannagar Court, North 24 Parganas vide Affidavit No 1032 Dated 26-6-25 Swati Banerjee and Swati Chatterjee are same and identical Person.	[30, 1581, 202, 1770]
crossword-cell[interactable]	[1401, 1712, 1420, 1731]
ad-title: পাত্র পাত্রী বিজ্ঞাপন	[950, 1240, 1089, 1262]
crossword-cell[interactable]	[1324, 1674, 1344, 1693]
society-sub-heading: বিশেষ বিজ্ঞপ্তি	[264, 1049, 335, 1065]
notice-ref: 37/17	[720, 454, 746, 466]
crossword-cell[interactable]	[1286, 1693, 1305, 1712]
society-reg: রেজিঃ নং- 68/South 24 pgs, 2015-16	[582, 776, 741, 804]
lost-found-heading: হারানো প্রাপ্তি	[30, 603, 204, 639]
crossword-cell[interactable]	[1286, 1578, 1305, 1597]
edition-line: সংবাদ প্রতিদিন, বৃহস্পতিবার ৩ জুলাই ২০২৫	[1136, 56, 1454, 77]
crossword-cell[interactable]	[1228, 1712, 1248, 1731]
notices-column-3	[395, 103, 565, 2255]
down-title: উপর-নীচ	[1227, 1738, 1270, 1752]
notice-ref: 37/25	[177, 1907, 204, 1920]
ad-price: ১২০	[945, 1501, 1024, 1598]
notice-ref: 37/7	[545, 489, 565, 502]
rate-value: ০.৫৯	[1372, 1442, 1454, 1464]
crossword-cell[interactable]	[1363, 1578, 1382, 1597]
crossword-cell[interactable]	[1228, 1539, 1248, 1558]
society-signature: সম্পাদক, গোপালপুর নাইগাছি সমবায় কৃষি উন্নয়ন সমিতি লিঃ	[233, 1215, 384, 1245]
rate-label: খুচরো রুপো (প্রতি কেজি)	[1292, 1306, 1399, 1346]
rate-row	[1292, 1202, 1454, 1243]
ad-sub: দেওয়ার সুযোগ নিন	[967, 1683, 1072, 1699]
story-headline: সুস্থ, অভিজিৎ ছাড়া পেলেন	[1133, 735, 1251, 891]
notice-signature: A. Sazzad Mondal, (Adv.)	[262, 308, 384, 321]
rate-row	[1292, 1162, 1454, 1203]
crossword-cell	[1344, 1539, 1363, 1558]
notice-signature: TOTANU DAS, Advocate JUDGES' COURT, HOWRAH	[760, 388, 928, 412]
rate-label: ১ পাউন্ড	[1292, 1419, 1372, 1442]
notice-ref: 37/35	[358, 1249, 384, 1262]
crossword-cell[interactable]	[1382, 1654, 1401, 1674]
crossword-cell	[1286, 1558, 1305, 1578]
ad-title: সাধারণ বিজ্ঞপ্তি বিজ্ঞাপন	[964, 1416, 1075, 1468]
story-text: লোকসভার বিরোধী দলনেতা হিসাবে এক বছর পূর্ণ করলেন রাহুল গান্ধী। এই উপলক্ষে দেশবাসীর উদ্দেশে বার্তা দিলেন তিনি। সামাজিক মাধ্যমে তিনি লেখেন, সংবিধান রক্ষা ও সাধারণ মানুষের অধিকারের জন্য লড়াই চালিয়ে যাবেন। দলের কর্মীদের ধন্যবাদ জানিয়ে ভবিষ্যতের পরিকল্পনার কথাও বলেন তিনি।	[1290, 877, 1454, 1033]
